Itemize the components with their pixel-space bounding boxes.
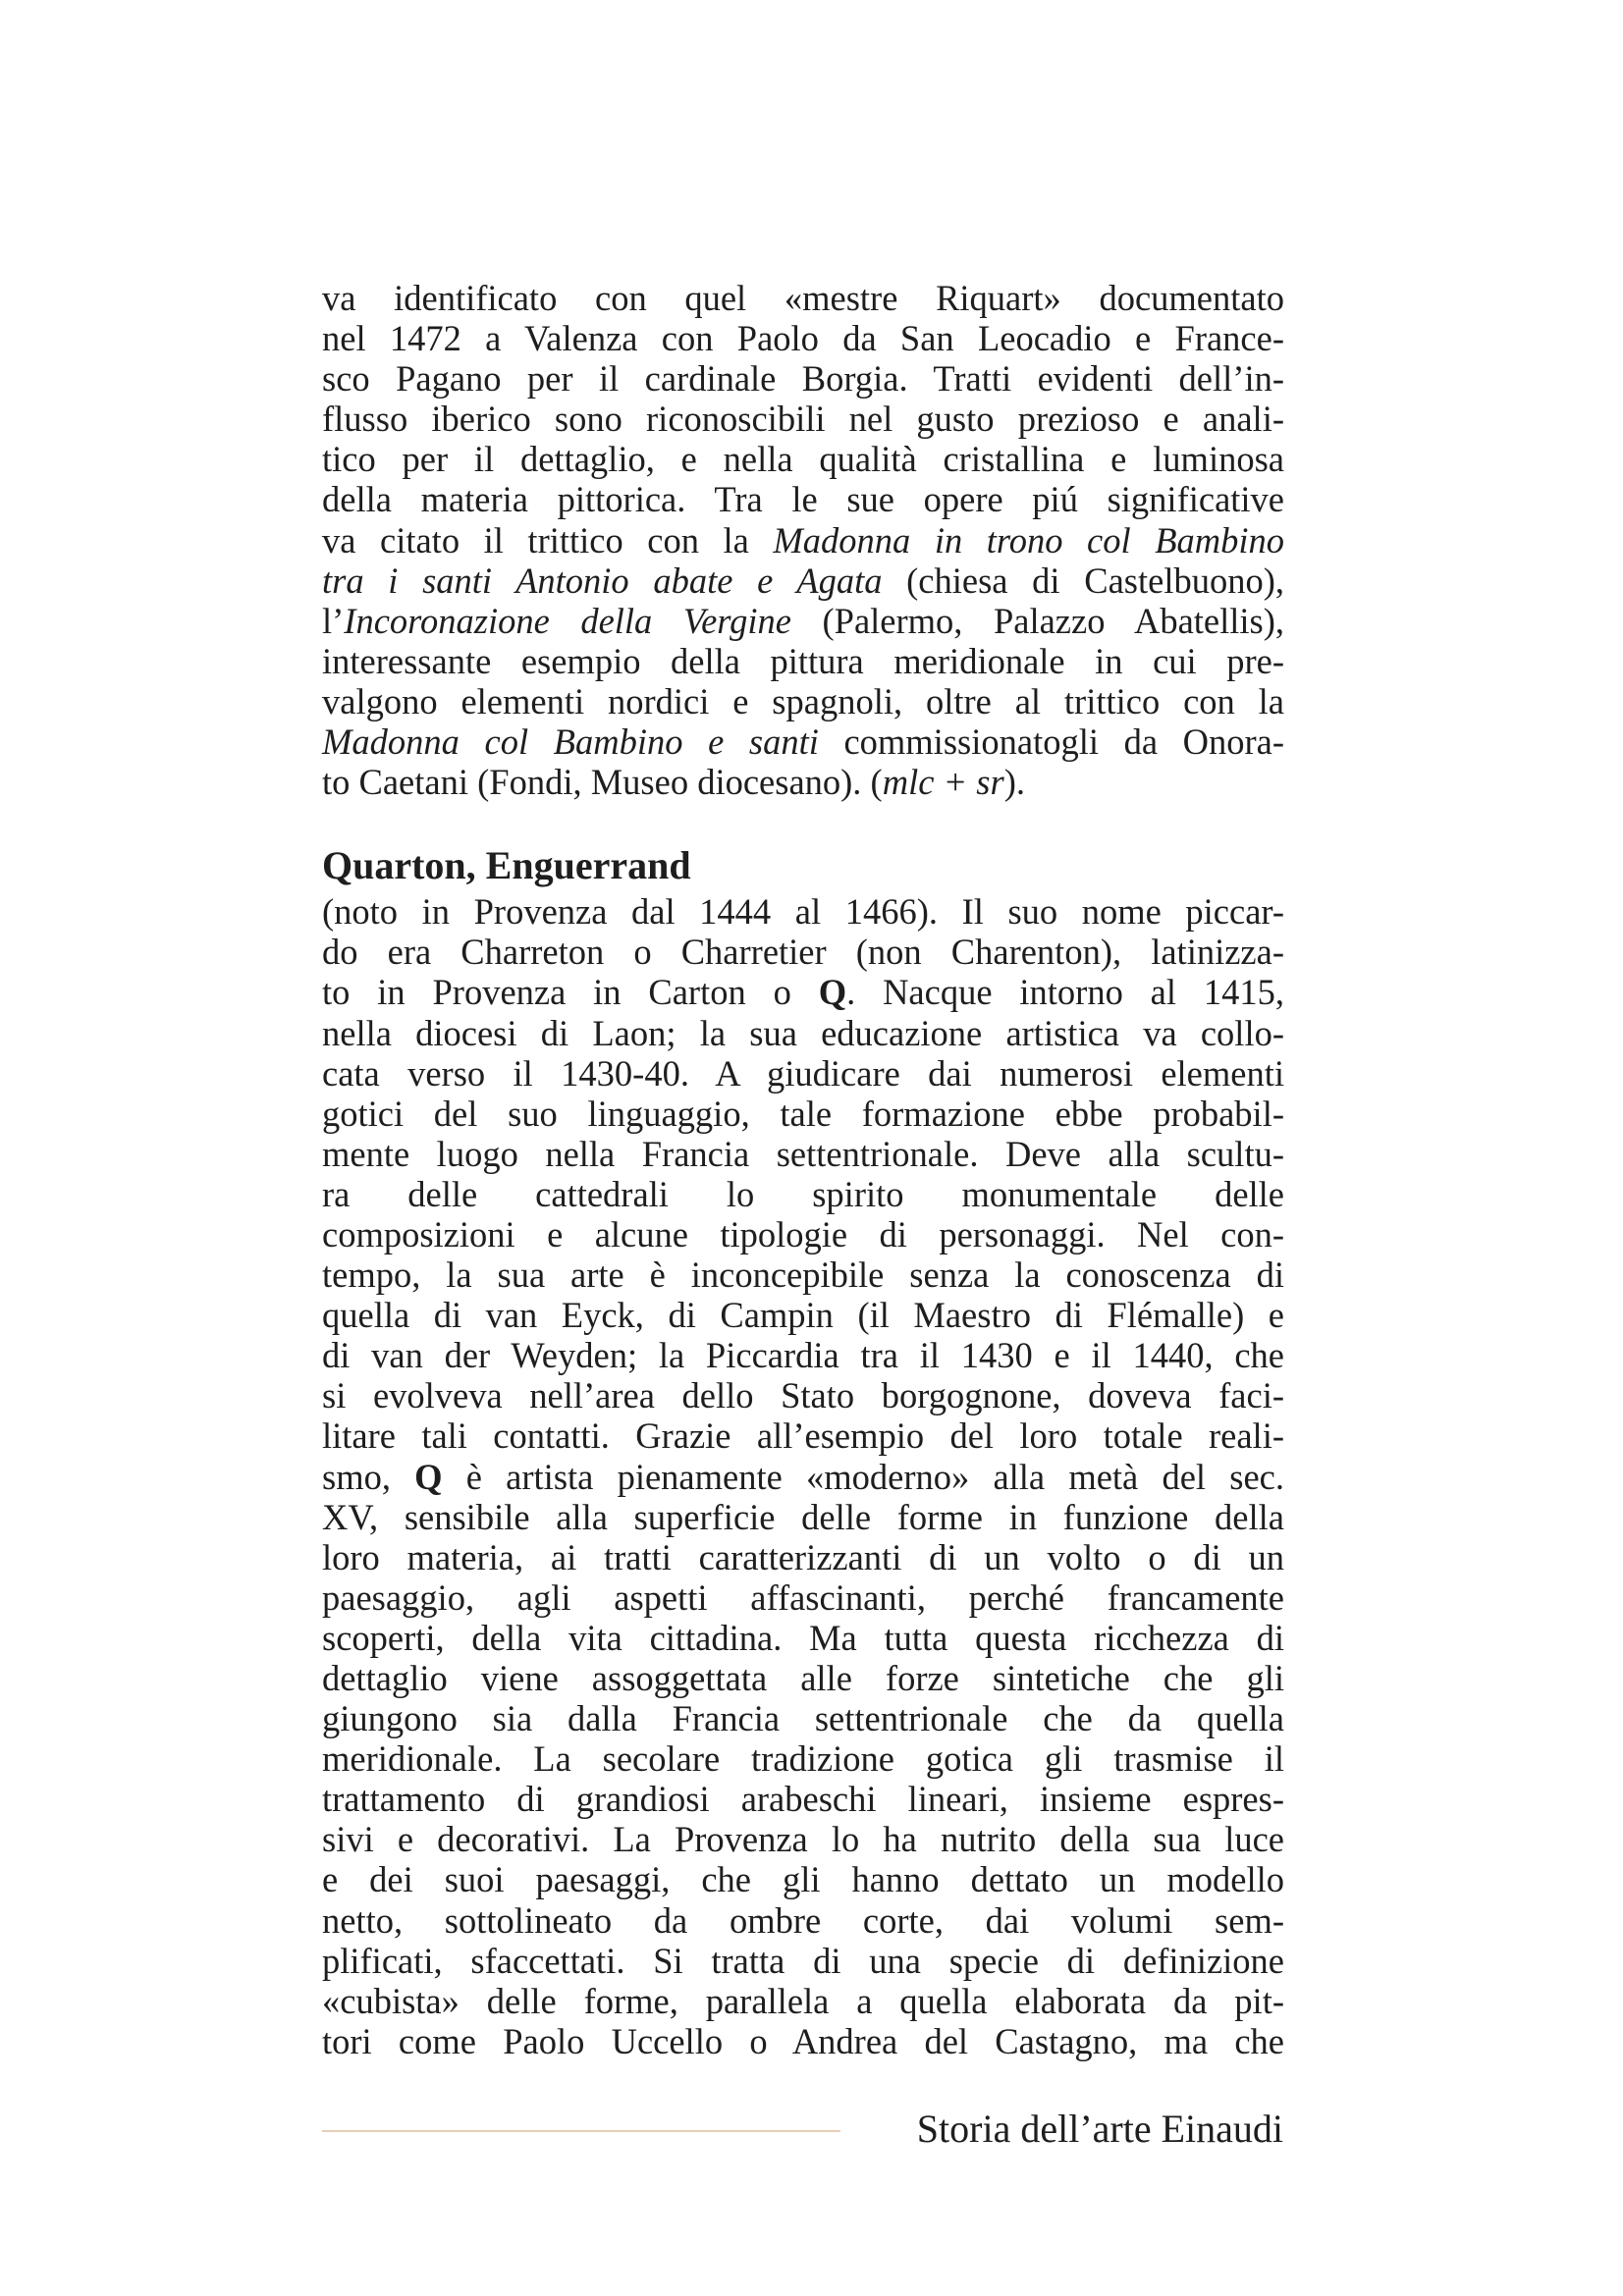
text-column xyxy=(322,278,1284,2061)
text-line: to Caetani (Fondi, Museo diocesano). (mlc + sr). xyxy=(322,762,1025,803)
text-line: meridionale. La secolare tradizione gotica gli trasmise il xyxy=(322,1738,1284,1780)
text-line: giungono sia dalla Francia settentrionale che da quella xyxy=(322,1698,1284,1739)
text-line: di van der Weyden; la Piccardia tra il 1430 e il 1440, che xyxy=(322,1335,1284,1376)
text-line: della materia pittorica. Tra le sue opere piú significative xyxy=(322,479,1284,520)
entry-quarton xyxy=(322,844,1284,2061)
text-line: interessante esempio della pittura meridionale in cui pre- xyxy=(322,640,1284,681)
text-line: nella diocesi di Laon; la sua educazione artistica va collo- xyxy=(322,1012,1284,1053)
text-line: trattamento di grandiosi arabeschi lineari, insieme espres- xyxy=(322,1779,1284,1820)
text-line: scoperti, della vita cittadina. Ma tutta questa ricchezza di xyxy=(322,1617,1284,1658)
text-line: tra i santi Antonio abate e Agata (chiesa di Castelbuono), xyxy=(322,560,1284,601)
text-line: si evolveva nell’area dello Stato borgognone, doveva faci- xyxy=(322,1375,1284,1416)
text-line: paesaggio, agli aspetti affascinanti, perché francamente xyxy=(322,1576,1284,1618)
text-line: litare tali contatti. Grazie all’esempio del loro totale reali- xyxy=(322,1415,1284,1457)
text-line: «cubista» delle forme, parallela a quella elaborata da pit- xyxy=(322,1980,1284,2021)
text-line: va identificato con quel «mestre Riquart» documentato xyxy=(322,278,1284,318)
text-line: do era Charreton o Charretier (non Charenton), latinizza- xyxy=(322,932,1284,973)
text-line: quella di van Eyck, di Campin (il Maestro di Flémalle) e xyxy=(322,1295,1284,1336)
text-line: netto, sottolineato da ombre corte, dai volumi sem- xyxy=(322,1899,1284,1941)
text-line: dettaglio viene assoggettata alle forze sintetiche che gli xyxy=(322,1658,1284,1698)
text-line: plificati, sfaccettati. Si tratta di una specie di definizione xyxy=(322,1940,1284,1981)
text-line: to in Provenza in Carton o Q. Nacque intorno al 1415, xyxy=(322,972,1284,1013)
text-line: sco Pagano per il cardinale Borgia. Tratti evidenti dell’in- xyxy=(322,358,1284,400)
text-line: tico per il dettaglio, e nella qualità cristallina e luminosa xyxy=(322,439,1284,480)
text-line: tori come Paolo Uccello o Andrea del Castagno, ma che xyxy=(322,2020,1284,2061)
text-line: e dei suoi paesaggi, che gli hanno dettato un modello xyxy=(322,1859,1284,1900)
text-line: loro materia, ai tratti caratterizzanti di un volto o di un xyxy=(322,1536,1284,1577)
text-line: gotici del suo linguaggio, tale formazione ebbe probabil- xyxy=(322,1093,1284,1134)
text-line: sivi e decorativi. La Provenza lo ha nutrito della sua luce xyxy=(322,1819,1284,1860)
text-line: l’Incoronazione della Vergine (Palermo, Palazzo Abatellis), xyxy=(322,600,1285,641)
text-line: (noto in Provenza dal 1444 al 1466). Il suo nome piccar- xyxy=(322,891,1284,933)
text-line: Madonna col Bambino e santi commissionatogli da Onora- xyxy=(322,721,1284,763)
text-line: composizioni e alcune tipologie di personaggi. Nel con- xyxy=(322,1213,1284,1255)
text-line: smo, Q è artista pienamente «moderno» alla metà del sec. xyxy=(322,1456,1284,1497)
text-line: XV, sensibile alla superficie delle forme in funzione della xyxy=(322,1496,1284,1537)
footer-rule xyxy=(322,2130,840,2132)
entry-continuation xyxy=(322,278,1284,802)
text-line: mente luogo nella Francia settentrionale. Deve alla scultu- xyxy=(322,1133,1284,1174)
entry-heading: Quarton, Enguerrand xyxy=(322,843,691,888)
text-line: flusso iberico sono riconoscibili nel gusto prezioso e anali- xyxy=(322,399,1284,440)
text-line: tempo, la sua arte è inconcepibile senza la conoscenza di xyxy=(322,1255,1284,1296)
text-line: nel 1472 a Valenza con Paolo da San Leocadio e France- xyxy=(322,318,1284,359)
text-line: valgono elementi nordici e spagnoli, oltre al trittico con la xyxy=(322,680,1284,721)
footer-title: Storia dell’arte Einaudi xyxy=(916,2107,1283,2151)
text-line: va citato il trittico con la Madonna in trono col Bambino xyxy=(322,519,1284,561)
text-line: cata verso il 1430-40. A giudicare dai numerosi elementi xyxy=(322,1052,1284,1094)
text-line: ra delle cattedrali lo spirito monumentale delle xyxy=(322,1173,1284,1214)
